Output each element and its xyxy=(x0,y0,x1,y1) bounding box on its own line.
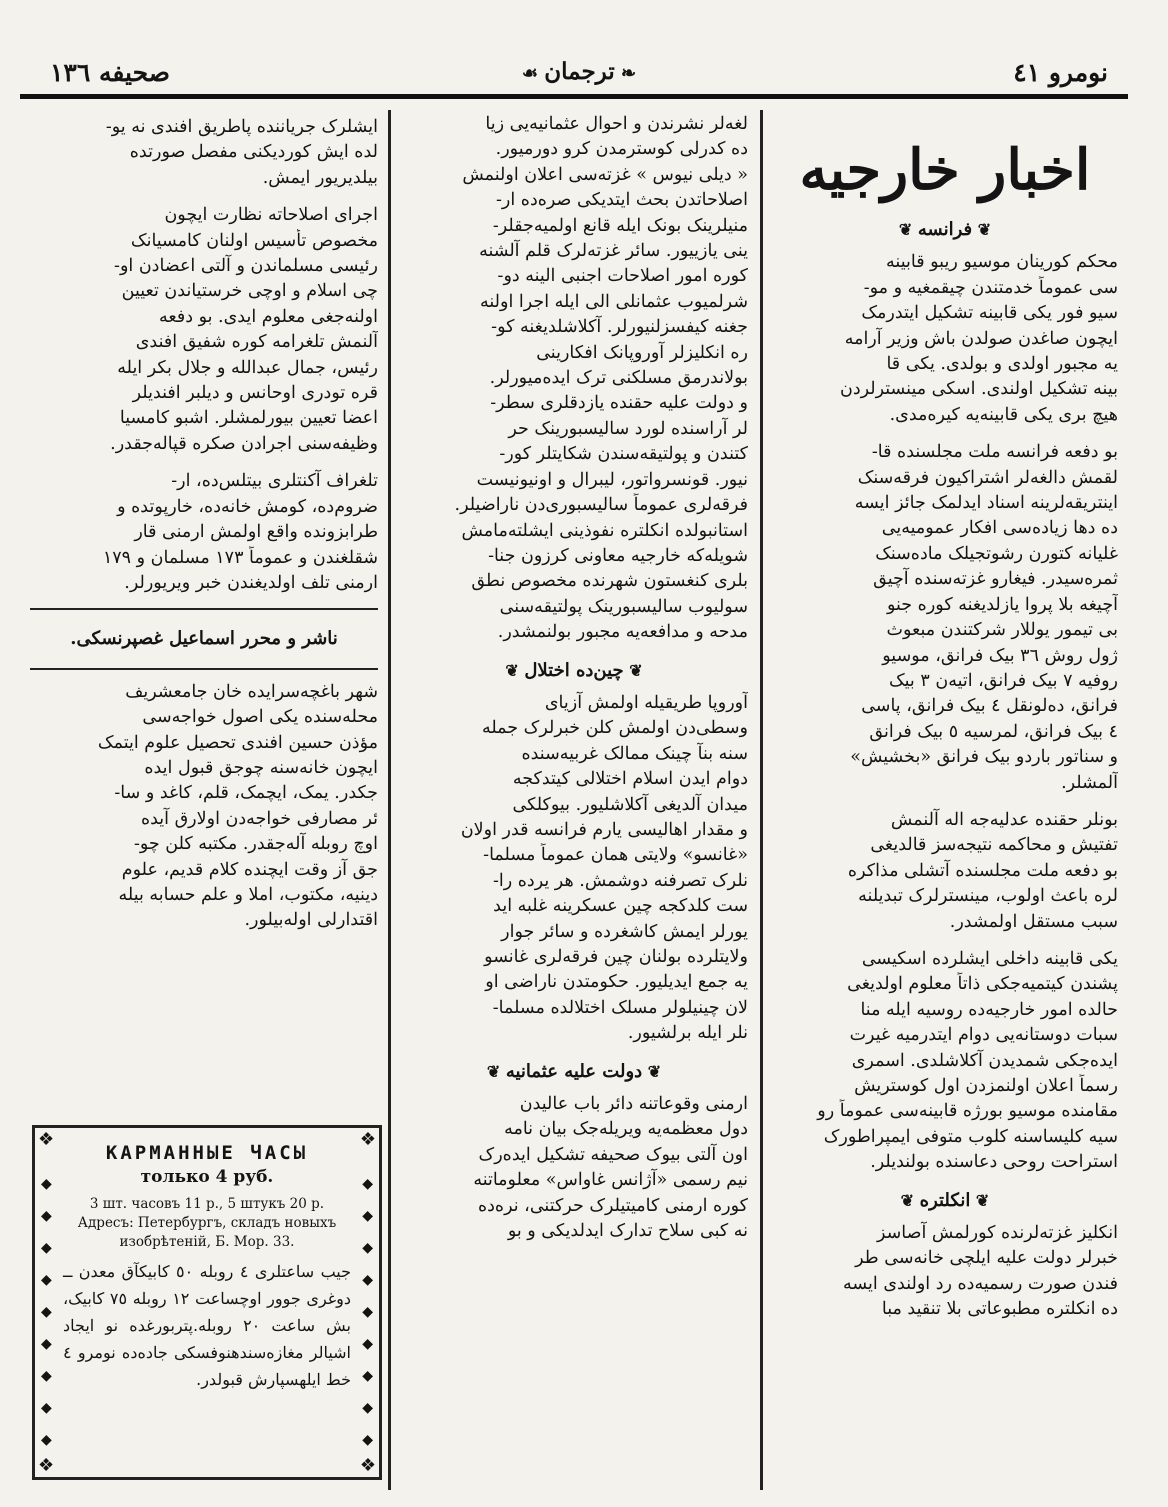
text-line: محکم کورینان موسیو ریبو قابینه xyxy=(886,252,1118,273)
text-line: رئیس، جمال عبدالله و جلال بکر ایله xyxy=(117,357,378,378)
text-line: ضروم‌ده، کومش خانه‌ده، خارپوتده و xyxy=(117,496,378,517)
text-line: قره تودری اوحانس و دیلبر افندیلر xyxy=(132,383,378,404)
text-line: آلنمش تلغرامه کوره شفیق افندی xyxy=(135,332,378,353)
section-china-uprising: ❦ چین‌ده اختلال ❦ xyxy=(505,659,643,681)
text-line: ایشلرک جریاننده پاطریق افندی نه یو- xyxy=(105,117,378,137)
article-paragraph xyxy=(400,1092,748,1244)
text-line: هیچ بری یکی قابینه‌یه کیره‌مدی. xyxy=(889,404,1118,425)
text-line: لان چینیلولر مسلک اختلالده مسلما- xyxy=(492,997,748,1018)
article-paragraph xyxy=(772,1221,1118,1323)
text-line: ارمنی تلف اولدیغندن خبر ویریورلر. xyxy=(124,572,378,593)
text-line: ژول روش ٣٦ بیک فرانق، موسیو xyxy=(882,645,1118,666)
text-line: روفیه ٧ بیک فرانق، اتیه‌ن ٣ بیک xyxy=(888,670,1118,691)
text-line: منیلرینک بونک ایله قانع اولمیه‌جقلر- xyxy=(492,215,748,236)
text-line: میدان آلدیغی آکلاشلیور. بیوکلکی xyxy=(512,794,748,815)
text-line: حالده امور خارجیه‌ده روسیه ایله منا xyxy=(860,999,1118,1020)
text-line: یورلر ایمش کاشغرده و سائر جوار xyxy=(501,921,748,942)
column-left xyxy=(30,115,378,946)
text-line: و مقدار اهالیسی یارم فرانسه قدر اولان xyxy=(460,819,748,840)
text-line: آلمشلر. xyxy=(1061,772,1118,793)
ornament-icon: ❖ xyxy=(38,1129,55,1150)
text-line: ٤ بیک فرانق، لمرسیه ٥ بیک فرانق xyxy=(869,721,1118,742)
article-paragraph xyxy=(772,440,1118,796)
text-line: ده انکلتره مطبوعاتی بلا تنقید مبا xyxy=(881,1299,1118,1320)
text-line: بیلدیریور ایمش. xyxy=(262,167,378,188)
text-line: استانبولده انکلتره نفوذینی ایشلته‌مامش xyxy=(461,520,748,541)
ornament-border-icon: ◆ ◆ ◆ ◆ ◆ ◆ ◆ ◆ ◆ xyxy=(362,1176,373,1448)
section-france: ❦ فرانسه ❦ xyxy=(898,219,992,240)
text-line: سی عموماً خدمتندن چیقمغیه و مو- xyxy=(863,277,1118,298)
text-line: ایده‌جکی شمدیدن آکلاشلدی. اسمری xyxy=(851,1050,1118,1071)
text-line: اینتریقه‌لرینه اسناد ایدلمک جائز ایسه xyxy=(854,493,1118,514)
text-line: فندن صورت رسمیه‌ده رد اولندی ایسه xyxy=(843,1273,1118,1294)
text-line: ایچون صاغدن صولدن باش وزیر آرامه xyxy=(844,328,1118,349)
text-line: سبات دوستانه‌یی دوام ایتدرمیه غیرت xyxy=(849,1025,1118,1046)
text-line: اقتدارلی اوله‌بیلور. xyxy=(244,910,378,931)
text-line: نلرک تصرفنه دوشمش. هر یرده را- xyxy=(492,870,748,891)
text-line: آق معدن ــ دوغری جوور اوچ xyxy=(63,1262,352,1308)
text-line: ست کلدکجه چین عسکرینه غلبه اید xyxy=(493,896,748,917)
ad-price: только 4 руб. xyxy=(140,1167,274,1187)
text-line: لره باعث اولوب، مینسترلرک تبدیلنه xyxy=(858,886,1118,907)
text-line: شقلغندن و عموماً ١٧٣ مسلمان و ١٧٩ xyxy=(102,547,378,568)
text-line: پتربورغده نو ایجاد اشیالر مغازه‌سنده xyxy=(63,1316,352,1362)
section-ottoman-state: ❦ دولت علیه عثمانیه ❦ xyxy=(486,1060,662,1082)
newspaper-name: ترجمان xyxy=(544,58,615,85)
text-line: یکی قابینه داخلی ایشلرده اسکیسی xyxy=(861,948,1118,969)
text-line: نوفسکی جاده‌ده نومرو ٤ خط ایله xyxy=(63,1343,351,1389)
text-line: رئیسی مسلماندن و آلتی اعضادن او- xyxy=(114,256,378,277)
text-line: آوروپا طریقیله اولمش آزیای xyxy=(544,692,748,713)
article-paragraph xyxy=(772,947,1118,1176)
text-line: بینه تشکیل اولندی. اسکی مینسترلردن xyxy=(839,379,1118,400)
article-paragraph xyxy=(400,691,748,1047)
text-line: ده کدرلی کوسترمدن کرو دورمیور. xyxy=(495,139,748,160)
text-line: جیب ساعتلری ٤ روبله ٥٠ کابیک xyxy=(138,1262,352,1281)
column-right xyxy=(772,115,1118,1335)
text-line: کوره امور اصلاحات اجنبی الینه دو- xyxy=(497,266,748,287)
text-line: نیم رسمی «آژانس غاواس» معلوماتنه xyxy=(473,1170,748,1191)
ad-details: 3 шт. часовъ 11 р., 5 штукъ 20 р. Адресъ: Петербургъ, складъ новыхъ изобрѣтеній, Б. Мор. 33. xyxy=(77,1196,337,1250)
text-line: غلیانه کتورن رشوتجیلک ماده‌سنک xyxy=(875,543,1118,564)
article-paragraph xyxy=(30,203,378,457)
text-line: طرابزونده واقع اولمش ارمنی قار xyxy=(134,522,378,543)
text-line: جکدر. یمک، ایچمک، قلم، کاغد و سا- xyxy=(114,783,378,804)
text-line: محله‌سنده یکی اصول خواجه‌سی xyxy=(142,707,378,728)
text-line: آچیغه بلا پروا یازلدیغنه کوره جنو xyxy=(886,594,1118,615)
text-line: لده ایش کوردیکنی مفصل صورتده xyxy=(129,142,378,163)
text-line: سولیوب سالیسبورینک پولتیقه‌سنی xyxy=(499,596,748,617)
text-line: و دولت علیه حقنده یازدقلری سطر- xyxy=(490,393,748,414)
text-line: ایچون خانه‌سنه چوجق قبول ایده xyxy=(144,757,378,778)
text-line: اجرای اصلاحاته نظارت ایچون xyxy=(164,205,378,226)
text-line: بی تیمور یوللار شرکتندن مبعوث xyxy=(886,620,1118,641)
text-line: مخصوص تأسیس اولنان کامسیانک xyxy=(130,230,378,251)
article-paragraph xyxy=(772,250,1118,428)
text-line: شویله‌که خارجیه معاونی کرزون جنا- xyxy=(488,545,748,566)
text-line: وظیفه‌سنی اجرادن صکره قپاله‌جقدر. xyxy=(110,433,378,454)
text-line: فرانق، ده‌لونقل ٤ بیک فرانق، پاسی xyxy=(861,696,1118,717)
ad-title: КАРМАННЫЕ ЧАСЫ xyxy=(105,1142,309,1164)
text-line: وسطی‌دن اولمش کلن خبرلرک جمله xyxy=(482,718,748,739)
ad-tatar-text xyxy=(63,1258,351,1393)
text-line: اون آلتی بیوک صحیفه تشکیل ایده‌رک xyxy=(478,1144,748,1165)
text-line: یه مجبور اولدی و بولدی. یکی قا xyxy=(886,354,1118,375)
column-divider xyxy=(388,110,391,1490)
text-line: جق آز وقت ایچنده کلام قدیم، علوم xyxy=(121,859,378,880)
text-line: سیو فور یکی قابینه تشکیل ایتدرمک xyxy=(861,303,1118,324)
text-line: نلر ایله برلشیور. xyxy=(627,1023,748,1044)
article-paragraph xyxy=(772,808,1118,935)
newspaper-title xyxy=(30,58,1128,85)
text-line: اعضا تعیین بیورلمشلر. اشبو کامسیا xyxy=(119,408,378,429)
text-line: مؤذن حسین افندی تحصیل علوم ایتمک xyxy=(97,732,378,753)
text-line: ده دها زیاده‌سی افکار عمومیه‌یی xyxy=(881,518,1118,539)
issue-number: نومرو ٤١ xyxy=(1013,58,1108,87)
text-line: عت ٢٠ روبله. xyxy=(193,1316,297,1335)
text-line: «غانسو» ولایتی همان عموماً مسلما- xyxy=(483,845,748,866)
text-line: سنه بنآً چینک ممالک غربیه‌سنده xyxy=(521,743,748,764)
section-england: ❦ انکلتره ❦ xyxy=(900,1189,990,1211)
text-line: لر آراسنده لورد سالیسبورینک حر xyxy=(508,418,748,439)
text-line: دول معظمه‌یه ویریله‌جک بیان نامه xyxy=(504,1119,748,1140)
text-line: ثمره‌سیدر. فیغارو غزته‌سنده آچیق xyxy=(873,569,1118,590)
ad-content xyxy=(63,1142,351,1393)
text-line: چی اسلام و اوچی خرستیاندن تعیین xyxy=(121,281,378,302)
divider xyxy=(30,668,378,670)
text-line: نیور. قونسرواتور، لیبرال و اونیونیست xyxy=(476,469,748,490)
ornament-border-icon: ◆ ◆ ◆ ◆ ◆ ◆ ◆ ◆ ◆ xyxy=(41,1176,52,1448)
school-notice xyxy=(30,680,378,934)
text-line: ئر مصارفی خواجه‌دن اولارق آیده xyxy=(140,808,378,829)
ornament-icon: ☙ xyxy=(521,63,545,84)
text-line: سبب مستقل اولمشدر. xyxy=(949,911,1118,932)
page-number: صحیفه ١٣٦ xyxy=(50,58,170,87)
article-paragraph xyxy=(30,469,378,596)
text-line: تلغراف آکنتلری بیتلس‌ده، ار- xyxy=(171,471,378,492)
text-line: اولنه‌جغی معلوم ایدی. بو دفعه xyxy=(159,306,378,327)
text-line: دوام ایدن اسلام اختلالی کیتدکجه xyxy=(512,769,748,790)
text-line: یه جمع ایدیلیور. حکومتدن ناراضی او xyxy=(485,972,748,993)
text-line: بلری کنغستون شهرنده مخصوص نطق xyxy=(471,571,748,592)
text-line: سیه کلیساسنه کلوب متوفی ایمپراطورک xyxy=(823,1126,1118,1147)
ornament-icon: ❧ xyxy=(614,63,637,84)
ornament-icon: ❖ xyxy=(359,1455,376,1476)
text-line: جغنه کیفسزلنیورلر. آکلاشلدیغنه کو- xyxy=(491,317,748,338)
text-line: تفتیش و محاکمه نتیجه‌سز قالدیغی xyxy=(870,835,1118,856)
text-line: اوچ روبله آله‌جقدر. مکتبه کلن چو- xyxy=(133,834,378,855)
text-line: اصلاحاتدن بحث ایتدیکی صره‌ده ار- xyxy=(495,190,748,211)
headline-foreign-news: اخبار خارجیه xyxy=(799,137,1091,203)
masthead xyxy=(30,52,1128,94)
article-paragraph xyxy=(30,115,378,191)
text-line: ره انکلیزلر آوروپانک افکارینی xyxy=(536,342,748,363)
text-line: ارمنی وقوعاتنه دائر باب عالیدن xyxy=(519,1094,748,1115)
text-line: و سناتور باردو بیک فرانق «بخشیش» xyxy=(850,747,1118,768)
text-line: استراحت روحی دعاسنده بولندیلر. xyxy=(870,1152,1118,1173)
column-divider xyxy=(760,110,763,1490)
ornament-icon: ❖ xyxy=(359,1129,376,1150)
divider xyxy=(30,608,378,610)
text-line: نه کبی سلاح تدارک ایدلدیکی و بو xyxy=(507,1221,748,1242)
text-line: پشندن کیتمیه‌جکی ذاتاً معلوم اولدیغی xyxy=(847,974,1118,995)
text-line: سپارش قبولدر. xyxy=(196,1370,300,1389)
publisher-line: ناشر و محرر اسماعیل غصپرنسکی. xyxy=(70,628,338,650)
text-line: مقامنده موسیو بورژه قابینه‌سی عموماً رو xyxy=(817,1101,1118,1122)
column-middle xyxy=(400,112,748,1256)
text-line: « دیلی نیوس » غزته‌سی اعلان اولنمش xyxy=(462,164,748,185)
ornament-icon: ❖ xyxy=(38,1455,55,1476)
watch-advertisement xyxy=(32,1125,382,1480)
text-line: بو دفعه ملت مجلسنده آتشلی مذاکره xyxy=(847,860,1118,881)
text-line: لقمش دالغه‌لر اشتراکیون فرقه‌سنک xyxy=(857,467,1118,488)
text-line: لغه‌لر نشرندن و احوال عثمانیه‌یی زیا xyxy=(485,114,748,134)
text-line: کوره ارمنی کامیتیلرک حرکتنی، نره‌ده xyxy=(477,1195,748,1216)
text-line: بونلر حقنده عدلیه‌جه اله آلنمش xyxy=(890,809,1118,830)
text-line: ولایتلرده بولنان چین فرقه‌لری غانسو xyxy=(484,947,748,967)
text-line: فرقه‌لری عموماً سالیسبوری‌دن ناراضیلر. xyxy=(454,495,748,516)
text-line: انکلیز غزته‌لرنده کورلمش آصاسز xyxy=(876,1223,1118,1244)
text-line: رسماً اعلان اولنمزدن اول کوستریش xyxy=(854,1076,1118,1096)
text-line: کتندن و پولتیقه‌سندن شکایتلر کور- xyxy=(499,444,748,465)
text-line: ینی یازییور. سائر غزته‌لرک قلم آلشنه xyxy=(479,241,748,262)
masthead-rule xyxy=(20,94,1128,99)
text-line: شرلمیوب عثمانلی الی ایله اجرا اولنه xyxy=(480,291,748,312)
text-line: مدحه و مدافعه‌یه مجبور بولنمشدر. xyxy=(497,622,748,643)
text-line: بو دفعه فرانسه ملت مجلسنده قا- xyxy=(871,442,1118,463)
text-line: دینیه، مکتوب، املا و علم حسابه بیله xyxy=(118,884,378,905)
text-line: ساعت ١٢ روبله ٧٥ کابیک، بش سا xyxy=(63,1289,351,1335)
text-line: بولاندرمق مسلکنی ترک ایده‌میورلر. xyxy=(489,368,748,389)
text-line: خبرلر دولت علیه ایلچی خانه‌سی طر xyxy=(855,1248,1118,1269)
article-paragraph xyxy=(400,112,748,646)
text-line: شهر باغچه‌سرایده خان جامعشریف xyxy=(125,681,378,702)
